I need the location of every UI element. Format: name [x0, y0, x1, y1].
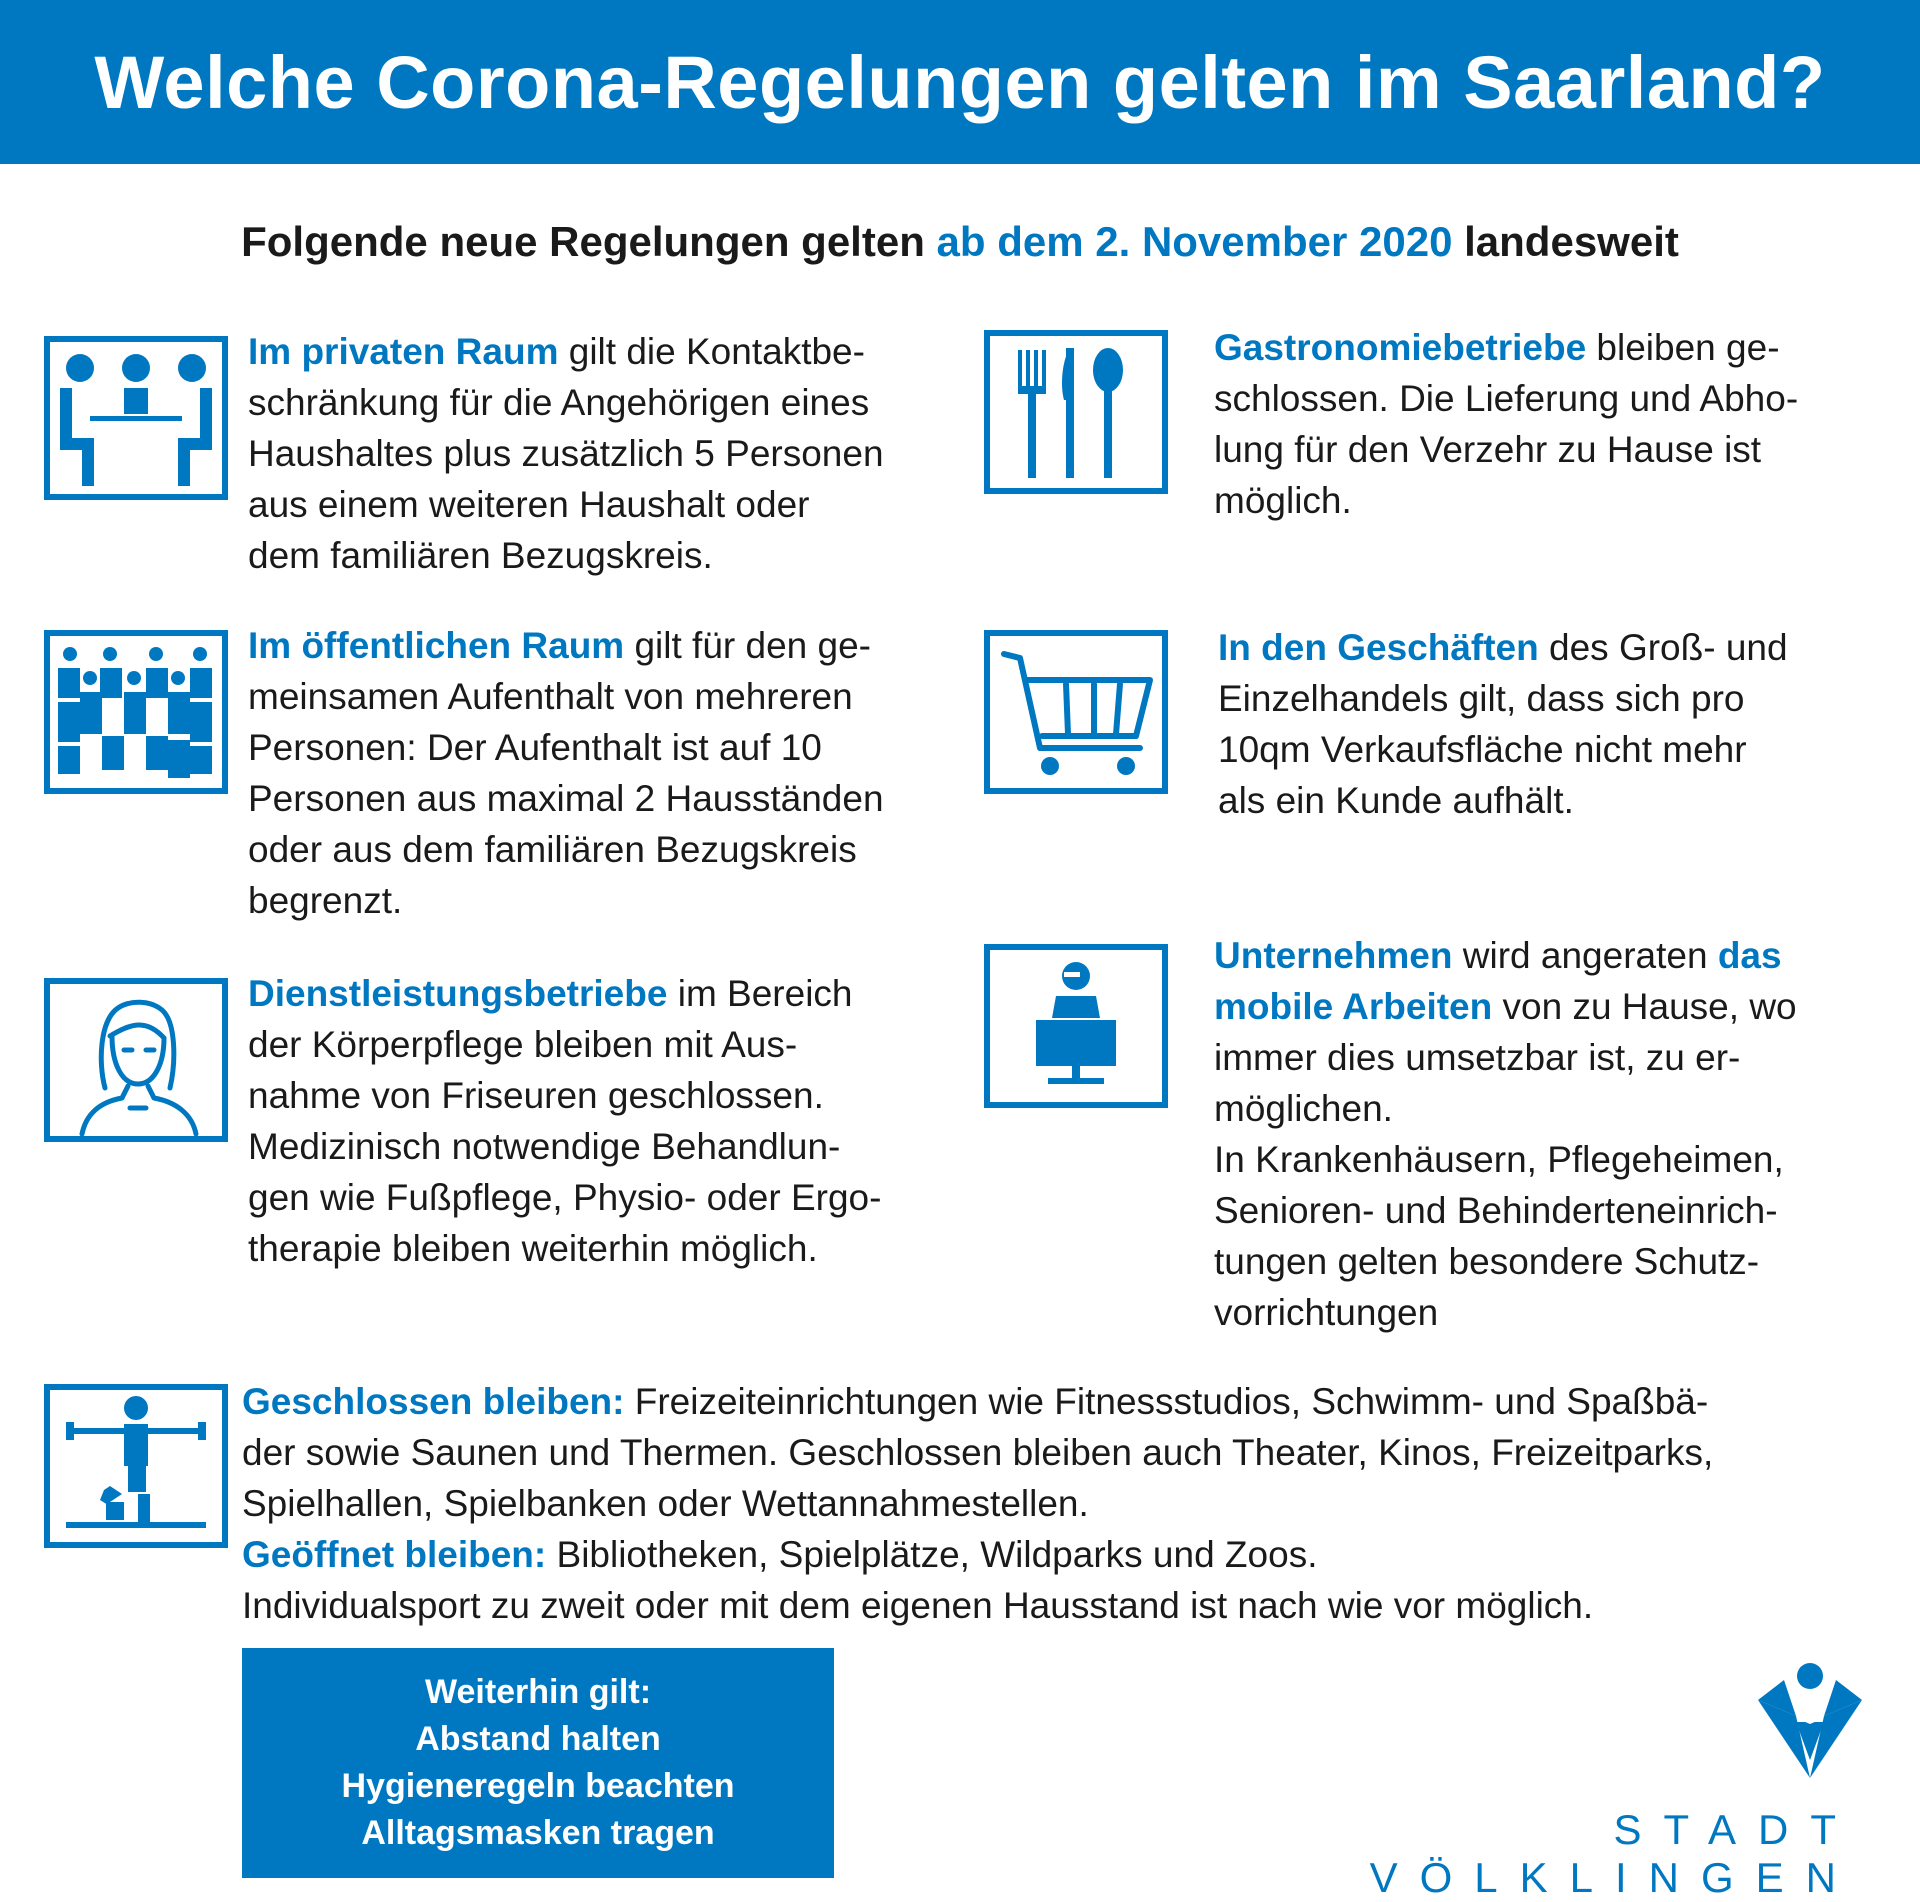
woman-portrait-icon [44, 978, 228, 1142]
rule-private-line: schränkung für die Angehörigen eines [248, 382, 870, 423]
rule-services-keyword: Dienstleistungsbetriebe [248, 973, 668, 1014]
rule-gastronomy [1214, 322, 1894, 526]
rule-companies-line: immer dies umsetzbar ist, zu er- [1214, 1037, 1741, 1078]
rule-public-line: Personen: Der Aufenthalt ist auf 10 [248, 727, 822, 768]
rule-public-keyword: Im öffentlichen Raum [248, 625, 625, 666]
subtitle-part2: landesweit [1452, 218, 1679, 265]
rule-public-space [248, 620, 968, 926]
rule-private-space [248, 326, 968, 581]
rule-services-line: therapie bleiben weiterhin möglich. [248, 1228, 818, 1269]
notice-line: Hygieneregeln beachten [341, 1767, 735, 1805]
rule-public-line: oder aus dem familiären Bezugskreis [248, 829, 857, 870]
rule-shops-line: Einzelhandels gilt, dass sich pro [1218, 678, 1745, 719]
rule-companies [1214, 930, 1894, 1338]
rule-individual-sport-line: Individualsport zu zweit oder mit dem eigenen Hausstand ist nach wie vor möglich. [242, 1585, 1594, 1626]
rule-companies-keyword3: mobile Arbeiten [1214, 986, 1493, 1027]
rule-public-line: Personen aus maximal 2 Hausständen [248, 778, 884, 819]
rule-companies-line: von zu Hause, wo [1492, 986, 1797, 1027]
rule-services-line: der Körperpflege bleiben mit Aus- [248, 1024, 798, 1065]
rule-gastronomy-keyword: Gastronomiebetriebe [1214, 327, 1587, 368]
rule-open-line: Bibliotheken, Spielplätze, Wildparks und Zoos. [546, 1534, 1318, 1575]
notice-line: Weiterhin gilt: [424, 1673, 652, 1711]
shopping-cart-icon [984, 630, 1168, 794]
rule-leisure-line: Freizeiteinrichtungen wie Fitnessstudios, Schwimm- und Spaßbä- [624, 1381, 1709, 1422]
rule-companies-line: wird angeraten [1452, 935, 1718, 976]
voelklingen-logo [1758, 1660, 1862, 1780]
rule-services [248, 968, 968, 1274]
rule-gastronomy-line: bleiben ge- [1586, 327, 1780, 368]
rule-gastronomy-line: möglich. [1214, 480, 1352, 521]
rule-shops-line: des Groß- und [1538, 627, 1788, 668]
rule-shops-keyword: In den Geschäften [1218, 627, 1539, 668]
crowd-icon [44, 630, 228, 794]
notice-line: Abstand halten [415, 1720, 661, 1758]
rule-leisure-line: Spielhallen, Spielbanken oder Wettannahmestellen. [242, 1483, 1089, 1524]
balance-person-icon [44, 1384, 228, 1548]
rule-private-keyword: Im privaten Raum [248, 331, 559, 372]
rule-companies-keyword2: das [1717, 935, 1782, 976]
rule-shops-line: 10qm Verkaufsfläche nicht mehr [1218, 729, 1747, 770]
rule-services-line: nahme von Friseuren geschlossen. [248, 1075, 824, 1116]
rule-companies-line: In Krankenhäusern, Pflegeheimen, [1214, 1139, 1784, 1180]
rule-companies-keyword: Unternehmen [1214, 935, 1453, 976]
brand-name: STADT VÖLKLINGEN [1369, 1806, 1858, 1901]
rule-leisure [242, 1376, 1882, 1631]
meeting-table-icon [44, 336, 228, 500]
header-bar [0, 0, 1920, 164]
rule-companies-line: Senioren- und Behinderteneinrich- [1214, 1190, 1778, 1231]
rule-public-line: gilt für den ge- [624, 625, 872, 666]
subtitle [0, 218, 1920, 266]
page-title: Welche Corona-Regelungen gelten im Saarland? [94, 40, 1826, 124]
subtitle-date: ab dem 2. November 2020 [936, 218, 1453, 265]
rule-leisure-keyword: Geschlossen bleiben: [242, 1381, 625, 1422]
rule-public-line: meinsamen Aufenthalt von mehreren [248, 676, 853, 717]
rule-gastronomy-line: schlossen. Die Lieferung und Abho- [1214, 378, 1799, 419]
subtitle-part1: Folgende neue Regelungen gelten [241, 218, 937, 265]
rule-shops [1218, 622, 1898, 826]
rule-private-line: dem familiären Bezugskreis. [248, 535, 713, 576]
rule-private-line: aus einem weiteren Haushalt oder [248, 484, 810, 525]
rule-services-line: im Bereich [667, 973, 853, 1014]
rule-companies-line: vorrichtungen [1214, 1292, 1439, 1333]
rule-services-line: gen wie Fußpflege, Physio- oder Ergo- [248, 1177, 882, 1218]
rule-companies-line: möglichen. [1214, 1088, 1393, 1129]
rule-services-line: Medizinisch notwendige Behandlun- [248, 1126, 841, 1167]
rule-private-line: gilt die Kontaktbe- [558, 331, 865, 372]
rule-leisure-line: der sowie Saunen und Thermen. Geschlossen bleiben auch Theater, Kinos, Freizeitparks, [242, 1432, 1714, 1473]
home-office-icon [984, 944, 1168, 1108]
rule-companies-line: tungen gelten besondere Schutz- [1214, 1241, 1760, 1282]
rule-private-line: Haushaltes plus zusätzlich 5 Personen [248, 433, 884, 474]
notice-box [242, 1648, 834, 1878]
notice-line: Alltagsmasken tragen [361, 1814, 715, 1852]
cutlery-icon [984, 330, 1168, 494]
rule-open-keyword: Geöffnet bleiben: [242, 1534, 547, 1575]
rule-shops-line: als ein Kunde aufhält. [1218, 780, 1574, 821]
rule-gastronomy-line: lung für den Verzehr zu Hause ist [1214, 429, 1762, 470]
rule-public-line: begrenzt. [248, 880, 403, 921]
